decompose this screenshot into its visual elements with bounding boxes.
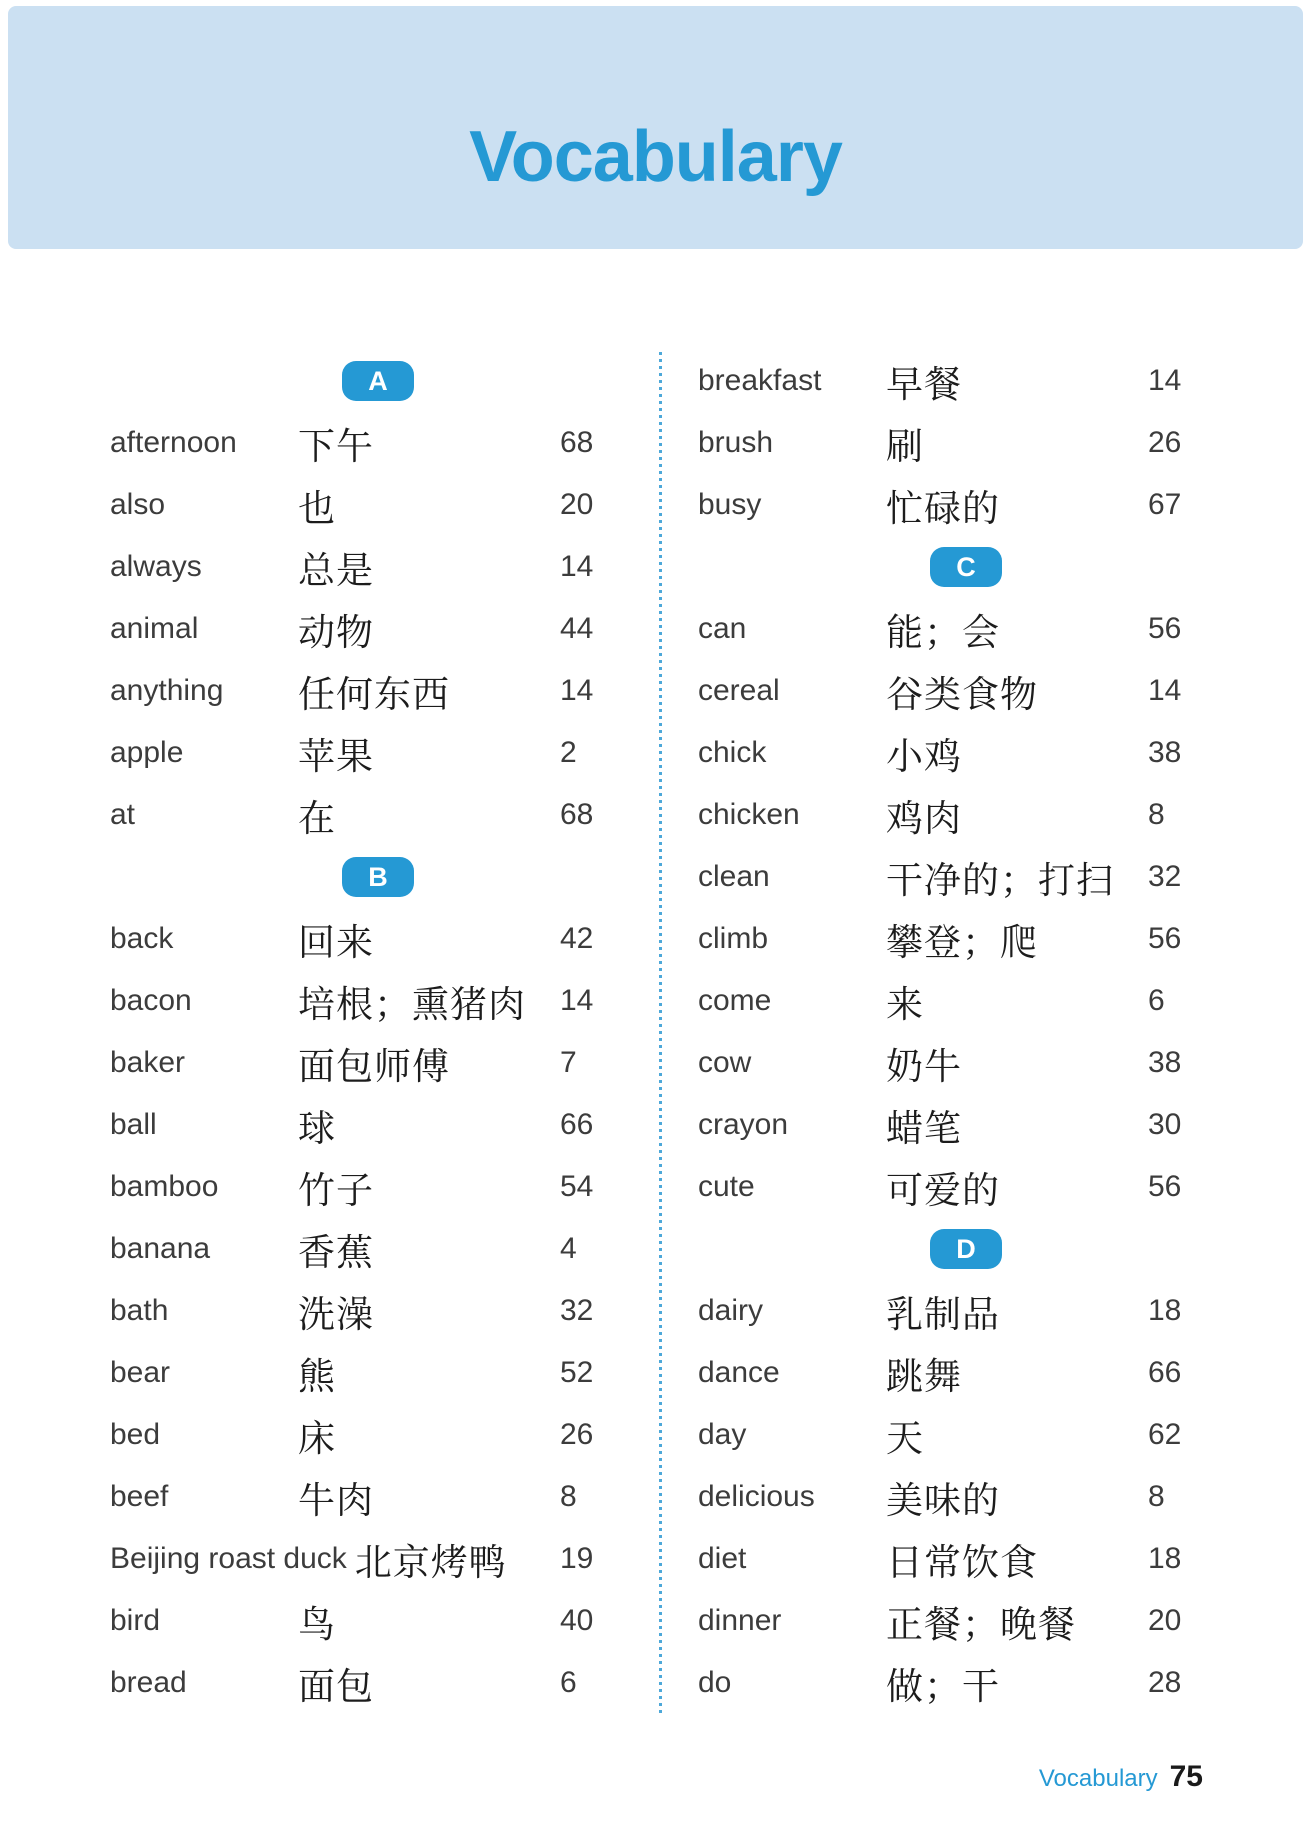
section-badge-row — [698, 1218, 1228, 1280]
vocab-entry-row — [698, 1466, 1228, 1528]
page-reference: 8 — [1148, 798, 1165, 831]
chinese-translation: 回来 — [298, 921, 374, 964]
vocab-entry-row — [698, 908, 1228, 970]
vocab-entry-row — [110, 474, 640, 536]
section-badge-row — [110, 350, 640, 412]
vocab-entry-row — [698, 474, 1228, 536]
vocab-entry-row — [110, 1404, 640, 1466]
vocab-entry-row — [110, 1466, 640, 1528]
page-reference: 56 — [1148, 922, 1182, 955]
english-word: can — [698, 612, 747, 645]
page-reference: 4 — [560, 1232, 577, 1265]
chinese-translation: 乳制品 — [886, 1293, 1000, 1336]
english-word: bath — [110, 1294, 169, 1327]
english-word: anything — [110, 674, 224, 707]
chinese-translation: 在 — [298, 797, 336, 840]
vocab-entry-row — [698, 350, 1228, 412]
english-word: dinner — [698, 1604, 782, 1637]
english-word: cow — [698, 1046, 752, 1079]
vocab-entry-row — [698, 1342, 1228, 1404]
chinese-translation: 蜡笔 — [886, 1107, 962, 1150]
page-reference: 68 — [560, 426, 594, 459]
vocab-entry-row — [698, 598, 1228, 660]
vocab-entry-row — [110, 970, 640, 1032]
vocab-entry-row — [110, 412, 640, 474]
vocab-entry-row — [110, 722, 640, 784]
vocab-entry-row — [110, 1528, 640, 1590]
page-reference: 26 — [1148, 426, 1182, 459]
page-reference: 28 — [1148, 1666, 1182, 1699]
vocab-entry-row — [110, 1342, 640, 1404]
english-word: bed — [110, 1418, 161, 1451]
vocab-entry-row — [110, 598, 640, 660]
page-reference: 56 — [1148, 1170, 1182, 1203]
vocab-entry-row — [698, 412, 1228, 474]
english-word: clean — [698, 860, 770, 893]
section-letter-badge: A — [342, 361, 414, 401]
footer-page-number: 75 — [1169, 1760, 1203, 1793]
chinese-translation: 跳舞 — [886, 1355, 962, 1398]
vocab-entry-row — [698, 846, 1228, 908]
vocab-entry-row — [698, 1280, 1228, 1342]
page-reference: 7 — [560, 1046, 577, 1079]
chinese-translation: 来 — [886, 983, 924, 1026]
page-reference: 67 — [1148, 488, 1182, 521]
chinese-translation: 任何东西 — [298, 673, 450, 716]
page-reference: 8 — [1148, 1480, 1165, 1513]
page-header — [8, 6, 1303, 249]
page-reference: 32 — [560, 1294, 594, 1327]
page-reference: 14 — [1148, 364, 1182, 397]
vocab-entry-row — [698, 1032, 1228, 1094]
chinese-translation: 也 — [298, 487, 336, 530]
page-reference: 52 — [560, 1356, 594, 1389]
vocab-entry-row — [110, 784, 640, 846]
page-reference: 6 — [1148, 984, 1165, 1017]
page-reference: 66 — [1148, 1356, 1182, 1389]
english-word: brush — [698, 426, 774, 459]
page-title: Vocabulary — [469, 116, 842, 197]
chinese-translation: 洗澡 — [298, 1293, 374, 1336]
english-word: chicken — [698, 798, 800, 831]
english-word: do — [698, 1666, 732, 1699]
vocab-entry-row — [110, 660, 640, 722]
chinese-translation: 能；会 — [886, 611, 1000, 654]
page-reference: 38 — [1148, 736, 1182, 769]
chinese-translation: 苹果 — [298, 735, 374, 778]
chinese-translation: 鸡肉 — [886, 797, 962, 840]
vocab-entry-row — [698, 660, 1228, 722]
page-reference: 2 — [560, 736, 577, 769]
english-word: cereal — [698, 674, 780, 707]
english-word: back — [110, 922, 174, 955]
section-letter-badge: C — [930, 547, 1002, 587]
english-word: day — [698, 1418, 747, 1451]
page-reference: 56 — [1148, 612, 1182, 645]
vocab-entry-row — [110, 1156, 640, 1218]
english-word: breakfast — [698, 364, 822, 397]
vocab-entry-row — [110, 1652, 640, 1714]
english-word: animal — [110, 612, 199, 645]
english-word: diet — [698, 1542, 747, 1575]
english-word: dairy — [698, 1294, 764, 1327]
chinese-translation: 攀登；爬 — [886, 921, 1038, 964]
page-reference: 42 — [560, 922, 594, 955]
vocab-entry-row — [698, 1156, 1228, 1218]
chinese-translation: 奶牛 — [886, 1045, 962, 1088]
page-reference: 18 — [1148, 1542, 1182, 1575]
page-reference: 32 — [1148, 860, 1182, 893]
english-word: cute — [698, 1170, 755, 1203]
chinese-translation: 干净的；打扫 — [886, 859, 1114, 902]
chinese-translation: 动物 — [298, 611, 374, 654]
chinese-translation: 香蕉 — [298, 1231, 374, 1274]
vocab-entry-row — [110, 536, 640, 598]
section-letter-badge: B — [342, 857, 414, 897]
english-word: chick — [698, 736, 767, 769]
english-word: at — [110, 798, 136, 831]
chinese-translation: 熊 — [298, 1355, 336, 1398]
footer-section-label: Vocabulary — [1038, 1765, 1158, 1792]
english-word: banana — [110, 1232, 211, 1265]
english-word: come — [698, 984, 772, 1017]
chinese-translation: 床 — [298, 1417, 336, 1460]
vocab-entry-row — [698, 970, 1228, 1032]
english-word: bird — [110, 1604, 161, 1637]
english-word: apple — [110, 736, 184, 769]
vocab-entry-row — [698, 722, 1228, 784]
page-reference: 26 — [560, 1418, 594, 1451]
chinese-translation: 面包师傅 — [298, 1045, 450, 1088]
chinese-translation: 正餐；晚餐 — [886, 1603, 1076, 1646]
page-reference: 14 — [560, 550, 594, 583]
english-word: afternoon — [110, 426, 237, 459]
chinese-translation: 北京烤鸭 — [354, 1541, 507, 1584]
chinese-translation: 可爱的 — [886, 1169, 1000, 1212]
vocab-entry-row — [698, 1590, 1228, 1652]
english-word: bear — [110, 1356, 171, 1389]
page-footer — [1039, 1760, 1203, 1794]
english-word: Beijing roast duck — [110, 1542, 347, 1575]
english-word: bread — [110, 1666, 187, 1699]
vocab-entry-row — [698, 784, 1228, 846]
english-word: baker — [110, 1046, 186, 1079]
chinese-translation: 培根；熏猪肉 — [298, 983, 526, 1026]
chinese-translation: 美味的 — [886, 1479, 1000, 1522]
page-reference: 8 — [560, 1480, 577, 1513]
page-reference: 54 — [560, 1170, 594, 1203]
vocab-entry-row — [110, 908, 640, 970]
page-reference: 62 — [1148, 1418, 1182, 1451]
page-reference: 38 — [1148, 1046, 1182, 1079]
english-word: beef — [110, 1480, 169, 1513]
chinese-translation: 球 — [298, 1107, 336, 1150]
page-reference: 18 — [1148, 1294, 1182, 1327]
english-word: always — [110, 550, 202, 583]
chinese-translation: 日常饮食 — [886, 1541, 1038, 1584]
english-word: busy — [698, 488, 762, 521]
page-reference: 20 — [560, 488, 594, 521]
page-reference: 6 — [560, 1666, 577, 1699]
page-reference: 14 — [560, 984, 594, 1017]
chinese-translation: 面包 — [298, 1665, 374, 1708]
chinese-translation: 下午 — [298, 425, 374, 468]
page-reference: 20 — [1148, 1604, 1182, 1637]
vocab-entry-row — [110, 1280, 640, 1342]
english-word: bacon — [110, 984, 192, 1017]
page-reference: 14 — [1148, 674, 1182, 707]
chinese-translation: 谷类食物 — [886, 673, 1038, 716]
page-reference: 66 — [560, 1108, 594, 1141]
vocab-entry-row — [110, 1094, 640, 1156]
column-divider-dotted-line — [659, 352, 662, 1714]
right-column — [698, 350, 1228, 1714]
section-badge-row — [698, 536, 1228, 598]
page-reference: 19 — [560, 1542, 594, 1575]
english-word: ball — [110, 1108, 157, 1141]
page-reference: 40 — [560, 1604, 594, 1637]
vocab-entry-row — [698, 1652, 1228, 1714]
vocab-entry-row — [698, 1404, 1228, 1466]
vocab-entry-row — [110, 1590, 640, 1652]
chinese-translation: 忙碌的 — [886, 487, 1000, 530]
vocab-entry-row — [698, 1094, 1228, 1156]
chinese-translation: 做；干 — [886, 1665, 1000, 1708]
page-reference: 30 — [1148, 1108, 1182, 1141]
vocab-entry-row — [698, 1528, 1228, 1590]
chinese-translation: 牛肉 — [298, 1479, 374, 1522]
chinese-translation: 小鸡 — [886, 735, 962, 778]
page-reference: 14 — [560, 674, 594, 707]
chinese-translation: 天 — [886, 1417, 924, 1460]
chinese-translation: 竹子 — [298, 1169, 374, 1212]
chinese-translation: 鸟 — [298, 1603, 336, 1646]
english-word: bamboo — [110, 1170, 219, 1203]
left-column — [110, 350, 640, 1714]
page-reference: 68 — [560, 798, 594, 831]
english-word: climb — [698, 922, 769, 955]
chinese-translation: 早餐 — [886, 363, 962, 406]
vocab-entry-row — [110, 1032, 640, 1094]
chinese-translation: 刷 — [886, 425, 924, 468]
english-word: dance — [698, 1356, 780, 1389]
english-word: also — [110, 488, 166, 521]
vocab-entry-row — [110, 1218, 640, 1280]
english-word: delicious — [698, 1480, 815, 1513]
chinese-translation: 总是 — [298, 549, 374, 592]
page-reference: 44 — [560, 612, 594, 645]
section-badge-row — [110, 846, 640, 908]
section-letter-badge: D — [930, 1229, 1002, 1269]
english-word: crayon — [698, 1108, 789, 1141]
